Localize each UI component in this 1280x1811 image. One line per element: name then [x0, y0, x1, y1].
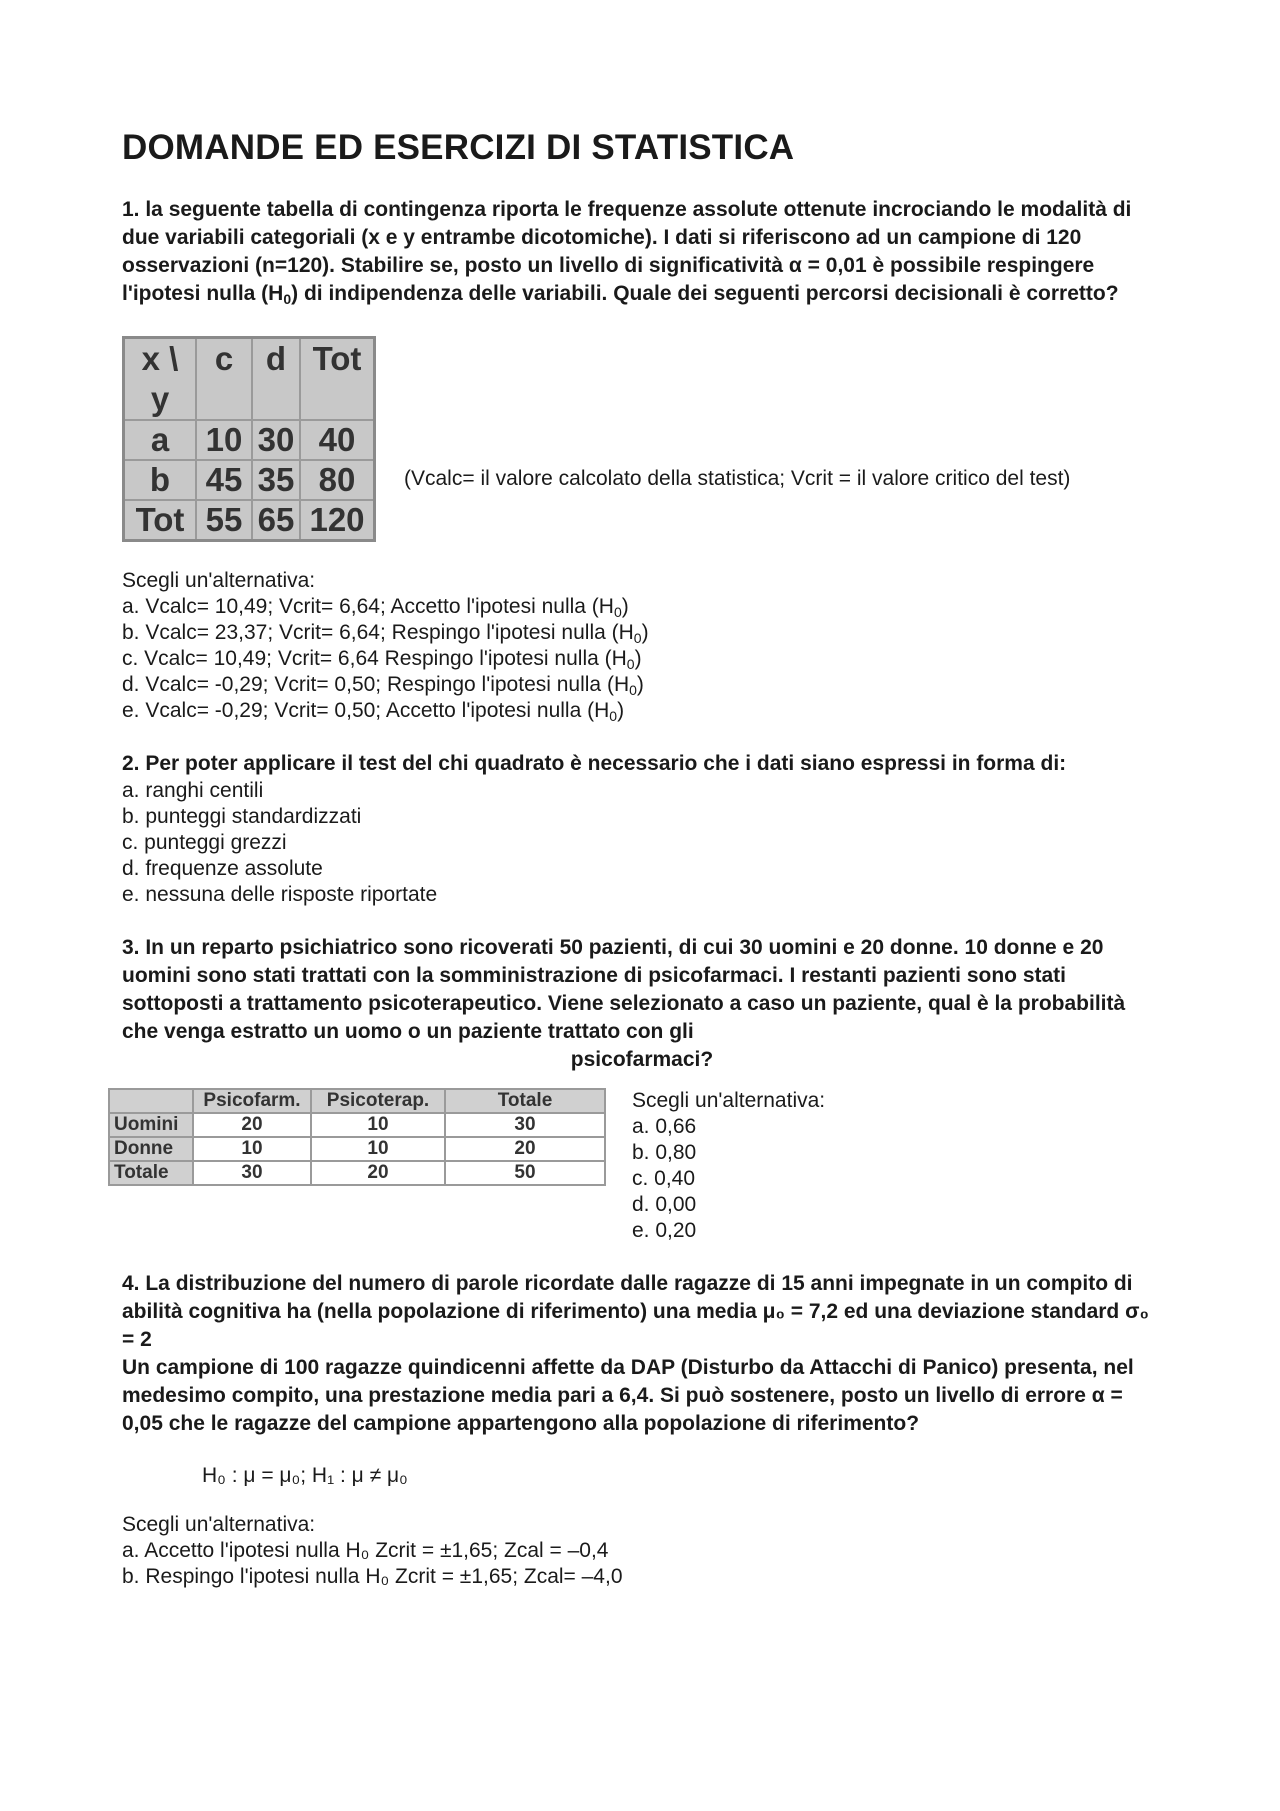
table-cell: 30	[193, 1161, 311, 1185]
question-4-text-2: Un campione di 100 ragazze quindicenni affette da DAP (Disturbo da Attacchi di Panico) presenta, nel medesimo compito, una prestazione media pari a 6,4. Si può sostenere, posto un livello di errore α = 0,05 che le ragazze del campione appartengono alla popolazione di riferimento?	[122, 1356, 1134, 1435]
table-cell: b	[124, 460, 197, 500]
question-4-text: 4. La distribuzione del numero di parole ricordate dalle ragazze di 15 anni impegnate in un compito di abilità cognitiva ha (nella popolazione di riferimento) una media μ₀ = 7,2 ed una deviazione standard σ₀ = 2	[122, 1272, 1149, 1351]
question-3-options	[632, 1088, 825, 1244]
answer-option[interactable]: a. Vcalc= 10,49; Vcrit= 6,64; Accetto l'ipotesi nulla $(H_0)$	[122, 595, 629, 620]
table-header-cell: Psicoterap.	[311, 1089, 445, 1113]
question-1-text: 1. la seguente tabella di contingenza riporta le frequenze assolute ottenute incrociando le modalità di due variabili categoriali (x e y entrambe dicotomiche). I dati si riferiscono ad un campione di 120 osservazioni (n=120). Stabilire se, posto un livello di significatività α = 0,01 è possibile respingere l'ipotesi nulla $(H_0)$ di indipendenza delle variabili. Quale dei seguenti percorsi decisionali è corretto?	[122, 198, 1132, 307]
table-cell: Totale	[109, 1161, 193, 1185]
answer-option[interactable]: a. ranghi centili	[122, 779, 264, 802]
answer-option[interactable]: e. Vcalc= -0,29; Vcrit= 0,50; Accetto l'ipotesi nulla $(H_0)$	[122, 699, 625, 724]
table-cell: 65	[252, 500, 300, 541]
question-2-options	[122, 778, 1162, 908]
question-4-options	[122, 1538, 1162, 1590]
contingency-table	[122, 336, 376, 542]
question-3-text: 3. In un reparto psichiatrico sono ricoverati 50 pazienti, di cui 30 uomini e 20 donne. 10 donne e 20 uomini sono stati trattati con la somministrazione di psicofarmaci. I restanti pazienti sono stati sottoposti a trattamento psicoterapeutico. Viene selezionato a caso un paziente, qual è la probabilità che venga estratto un uomo o un paziente trattato con gli	[122, 936, 1126, 1043]
answer-option[interactable]: b. Respingo l'ipotesi nulla H₀ Zcrit = ±1,65; Zcal= –4,0	[122, 1565, 623, 1588]
table-row	[109, 1161, 605, 1185]
table-row	[109, 1137, 605, 1161]
table-row	[109, 1089, 605, 1113]
table-header-cell	[109, 1089, 193, 1113]
answer-option[interactable]: a. Accetto l'ipotesi nulla H₀ Zcrit = ±1,65; Zcal = –0,4	[122, 1539, 609, 1562]
answer-option[interactable]: d. 0,00	[632, 1193, 697, 1216]
table-cell: 30	[252, 420, 300, 460]
document-page	[114, 128, 1162, 1590]
table-header-cell: Psicofarm.	[193, 1089, 311, 1113]
table-cell: 55	[196, 500, 252, 541]
table-cell: 20	[311, 1161, 445, 1185]
table-cell: Donne	[109, 1137, 193, 1161]
question-2-text: 2. Per poter applicare il test del chi quadrato è necessario che i dati siano espressi in forma di:	[122, 752, 1067, 775]
table-cell: 120	[300, 500, 375, 541]
table-header-cell: Totale	[445, 1089, 605, 1113]
table-cell: 10	[311, 1137, 445, 1161]
table-cell: 20	[193, 1113, 311, 1137]
table-cell: Uomini	[109, 1113, 193, 1137]
table-row	[124, 500, 375, 541]
table-row	[124, 420, 375, 460]
answer-option[interactable]: b. 0,80	[632, 1141, 697, 1164]
answer-option[interactable]: d. Vcalc= -0,29; Vcrit= 0,50; Respingo l'ipotesi nulla $(H_0)$	[122, 673, 644, 698]
question-1-options	[122, 594, 1162, 724]
answer-option[interactable]: b. punteggi standardizzati	[122, 805, 362, 828]
answer-option[interactable]: b. Vcalc= 23,37; Vcrit= 6,64; Respingo l'ipotesi nulla $(H_0)$	[122, 621, 649, 646]
table-header-cell: x \ y	[124, 338, 197, 421]
table-cell: 20	[445, 1137, 605, 1161]
table-cell: 40	[300, 420, 375, 460]
table-header-cell: d	[252, 338, 300, 421]
table-row	[124, 460, 375, 500]
page-title: DOMANDE ED ESERCIZI DI STATISTICA	[122, 128, 795, 167]
table-row	[109, 1113, 605, 1137]
table-cell: 50	[445, 1161, 605, 1185]
question-1-table-block	[122, 336, 1162, 542]
answer-option[interactable]: d. frequenze assolute	[122, 857, 323, 880]
table-cell: Tot	[124, 500, 197, 541]
answer-option[interactable]: c. punteggi grezzi	[122, 831, 287, 854]
table-cell: a	[124, 420, 197, 460]
table-header-cell: c	[196, 338, 252, 421]
hypothesis-formula: H₀ : μ = μ₀; H₁ : μ ≠ μ₀	[202, 1464, 408, 1487]
table-cell: 80	[300, 460, 375, 500]
question-4-prompt: Scegli un'alternativa:	[122, 1513, 316, 1536]
table-cell: 10	[196, 420, 252, 460]
answer-option[interactable]: c. Vcalc= 10,49; Vcrit= 6,64 Respingo l'ipotesi nulla $(H_0)$	[122, 647, 642, 672]
table-cell: 45	[196, 460, 252, 500]
question-3-text-end: psicofarmaci?	[570, 1048, 714, 1071]
answer-option[interactable]: a. 0,66	[632, 1115, 697, 1138]
table-header-cell: Tot	[300, 338, 375, 421]
question-3-prompt: Scegli un'alternativa:	[632, 1089, 826, 1112]
patients-table	[108, 1088, 606, 1186]
table-cell: 30	[445, 1113, 605, 1137]
answer-option[interactable]: c. 0,40	[632, 1167, 696, 1190]
answer-option[interactable]: e. nessuna delle risposte riportate	[122, 883, 438, 906]
table-note: (Vcalc= il valore calcolato della statistica; Vcrit = il valore critico del test)	[404, 467, 1071, 490]
table-cell: 10	[193, 1137, 311, 1161]
answer-option[interactable]: e. 0,20	[632, 1219, 697, 1242]
question-3-table-block	[108, 1088, 1162, 1244]
table-cell: 35	[252, 460, 300, 500]
table-cell: 10	[311, 1113, 445, 1137]
question-1-prompt: Scegli un'alternativa:	[122, 569, 316, 592]
